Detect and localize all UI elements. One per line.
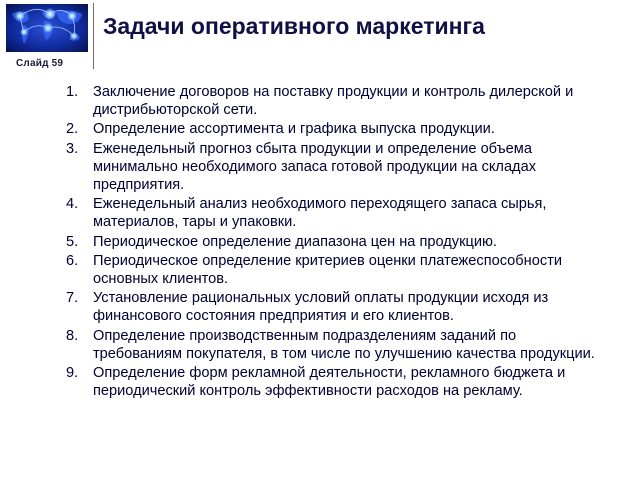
list-item-text: Периодическое определение диапазона цен на продукцию. [93, 233, 497, 250]
list-item-text: Периодическое определение критериев оценки платежеспособности основных клиентов. [93, 252, 562, 288]
list-item [66, 233, 606, 251]
list-item-text: Заключение договоров на поставку продукции и контроль дилерской и дистрибьюторской сети. [93, 84, 574, 119]
list-item-text: Определение ассортимента и графика выпуска продукции. [93, 121, 495, 138]
list-item [66, 289, 606, 325]
slide-title: Задачи оперативного маркетинга [103, 13, 485, 39]
list-item-text: Еженедельный анализ необходимого переходящего запаса сырья, материалов, тары и упаковки. [93, 196, 547, 231]
slide-number: Слайд 59 [16, 58, 64, 69]
list-item-number: 6. [66, 252, 79, 269]
list-item-number: 9. [66, 365, 79, 382]
list-item-text: Определение форм рекламной деятельности, рекламного бюджета и периодический контроль эффективности расходов на рекламу. [93, 365, 566, 400]
list-item-number: 7. [66, 290, 79, 307]
list-item-text: Еженедельный прогноз сбыта продукции и определение объема минимально необходимого запаса готовой продукции на складах предприятия. [93, 140, 536, 194]
list-item [66, 120, 606, 138]
list-item [66, 252, 606, 288]
list-item-number: 1. [66, 84, 79, 100]
list-item-number: 8. [66, 327, 79, 344]
list-item-text: Установление рациональных условий оплаты продукции исходя из финансового состояния предприятия и его клиентов. [93, 290, 549, 325]
tasks-list [66, 83, 606, 401]
list-item-number: 2. [66, 121, 79, 138]
list-item [66, 327, 606, 363]
list-item [66, 195, 606, 231]
list-item-text: Определение производственным подразделениям заданий по требованиям покупателя, в том числе по улучшению качества продукции. [93, 327, 595, 362]
list-item [66, 140, 606, 195]
list-item-number: 3. [66, 140, 79, 157]
list-item-number: 4. [66, 196, 79, 213]
header-divider [93, 3, 94, 69]
world-map-network-icon [6, 4, 88, 52]
list-item [66, 83, 606, 119]
list-item-number: 5. [66, 233, 79, 250]
list-item [66, 364, 606, 400]
